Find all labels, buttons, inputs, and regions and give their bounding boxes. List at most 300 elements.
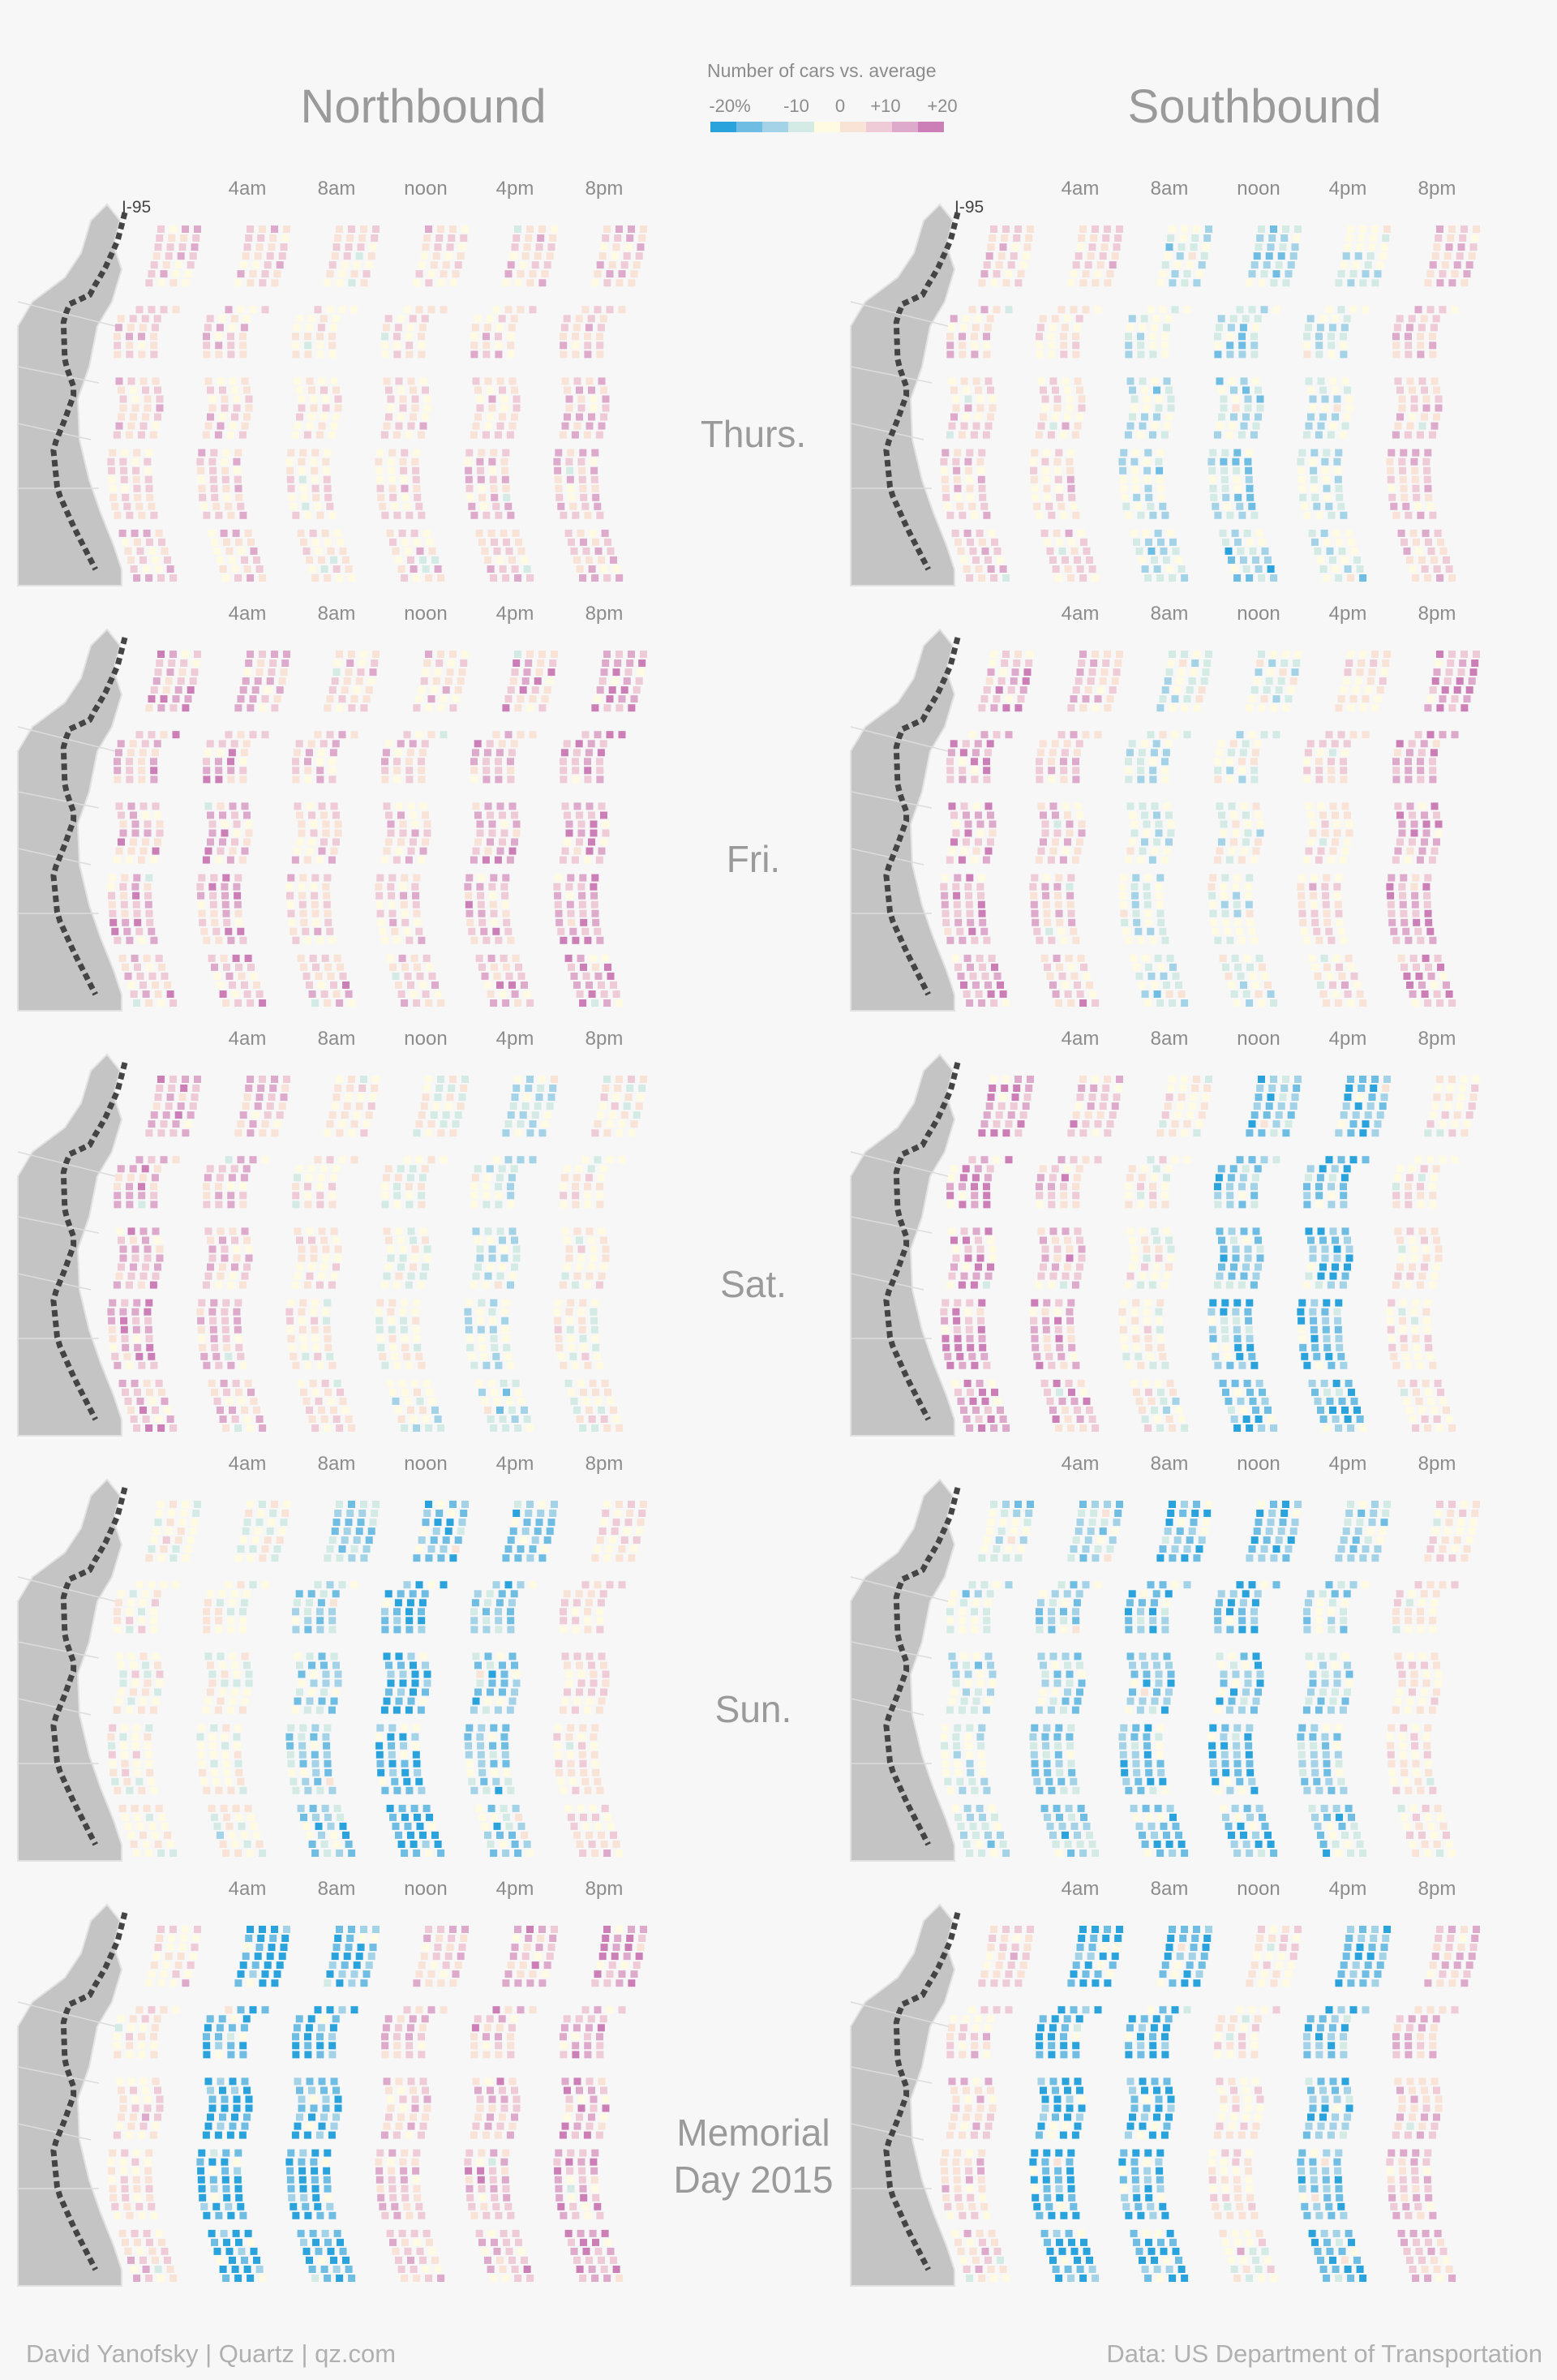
heat-cell: [128, 1273, 135, 1280]
heat-cell: [197, 467, 204, 475]
heat-cell: [354, 686, 361, 694]
heat-cell: [281, 659, 289, 667]
heat-cell: [340, 1398, 347, 1405]
heat-cell: [959, 767, 966, 774]
heat-cell: [120, 830, 127, 837]
heat-cell: [1193, 226, 1200, 233]
heat-cell: [1371, 704, 1379, 711]
heat-cell: [377, 494, 384, 501]
heat-cell: [1267, 243, 1275, 251]
heat-cell: [146, 1389, 153, 1396]
heat-cell: [1232, 955, 1239, 962]
heat-cell: [241, 1174, 248, 1181]
heat-cell: [1332, 740, 1339, 747]
heat-cell: [1031, 901, 1038, 909]
heat-cell: [351, 270, 358, 277]
heat-cell: [1329, 324, 1336, 331]
heat-cell: [292, 857, 299, 864]
heat-cell: [1092, 226, 1099, 233]
heat-cell: [259, 1129, 266, 1136]
heat-cell: [1367, 252, 1375, 260]
heat-cell: [229, 377, 237, 384]
heat-cell: [128, 848, 135, 855]
heat-cell: [981, 1120, 989, 1128]
heat-cell: [156, 234, 163, 242]
heat-cell: [243, 387, 251, 394]
heat-cell: [1164, 423, 1171, 430]
time-tick-label: 4am: [1061, 178, 1100, 200]
heat-cell: [975, 812, 982, 819]
heat-cell: [568, 919, 575, 926]
heat-cell: [150, 767, 157, 774]
heat-cell: [1238, 937, 1246, 944]
heat-cell: [638, 659, 646, 667]
heat-cell: [200, 1353, 208, 1360]
heat-cell: [602, 1085, 609, 1092]
heat-cell: [152, 423, 160, 430]
heat-cell: [383, 324, 390, 331]
heat-cell: [256, 565, 264, 573]
heat-cell: [437, 1076, 444, 1083]
heat-cell: [509, 377, 517, 384]
heat-cell: [607, 306, 614, 313]
heat-cell: [419, 1407, 427, 1414]
heat-cell: [984, 324, 992, 331]
heat-cell: [1161, 333, 1169, 340]
heat-cell: [484, 982, 491, 989]
heat-cell: [328, 432, 336, 439]
heat-cell: [255, 677, 262, 685]
heat-cell: [1417, 1183, 1424, 1190]
heat-cell: [1406, 324, 1413, 331]
heat-cell: [508, 261, 515, 269]
heat-cell: [1207, 458, 1215, 466]
heat-cell: [568, 494, 575, 501]
heat-cell: [120, 892, 127, 900]
heat-cell: [1315, 1398, 1322, 1405]
heat-cell: [500, 1308, 508, 1316]
heat-cell: [243, 1237, 251, 1244]
heat-cell: [982, 973, 989, 980]
heat-cell: [1043, 449, 1050, 457]
heat-cell: [1315, 973, 1322, 980]
heat-cell: [127, 556, 135, 564]
heat-cell: [1220, 396, 1228, 403]
heat-cell: [358, 234, 366, 242]
heat-cell: [959, 775, 966, 783]
heat-cell: [1280, 1093, 1287, 1101]
heat-cell: [229, 556, 236, 564]
heat-cell: [487, 1264, 494, 1271]
heat-cell: [1036, 342, 1043, 349]
heat-cell: [144, 530, 151, 537]
heat-cell: [478, 1326, 485, 1334]
heat-cell: [298, 1255, 306, 1262]
heat-cell: [123, 1353, 131, 1360]
heat-cell: [1328, 1192, 1335, 1199]
heat-cell: [119, 458, 127, 466]
heat-cell: [339, 306, 346, 313]
heat-cell: [549, 234, 556, 242]
heat-cell: [1290, 677, 1298, 685]
heat-cell: [580, 964, 587, 971]
heat-cell: [1133, 1389, 1140, 1396]
heat-cell: [1052, 315, 1059, 322]
heat-cell: [320, 414, 328, 421]
heat-cell: [211, 964, 218, 971]
heat-cell: [1074, 982, 1081, 989]
heat-cell: [396, 423, 403, 430]
heat-cell: [1242, 387, 1250, 394]
heat-cell: [148, 306, 156, 313]
heat-cell: [1109, 261, 1117, 269]
heat-cell: [1255, 414, 1262, 421]
heat-cell: [304, 1362, 311, 1369]
heat-cell: [628, 1129, 635, 1136]
heat-cell: [131, 955, 139, 962]
heat-cell: [385, 315, 392, 322]
heat-cell: [1410, 530, 1418, 537]
heat-cell: [234, 279, 242, 286]
heat-cell: [1092, 279, 1099, 286]
heat-cell: [210, 449, 217, 457]
heat-cell: [1433, 315, 1440, 322]
heat-cell: [989, 234, 996, 242]
heat-cell: [306, 1174, 313, 1181]
heat-cell: [1226, 1362, 1233, 1369]
heat-cell: [1399, 1317, 1406, 1325]
heat-cell: [1424, 1326, 1431, 1334]
heat-cell: [1256, 1085, 1263, 1092]
heat-cell: [157, 999, 165, 1007]
heat-cell: [431, 982, 439, 989]
heat-cell: [381, 432, 388, 439]
heat-cell: [1388, 494, 1396, 501]
heat-cell: [143, 990, 150, 998]
day-label-memorial-day: Memorial Day 2015: [673, 2111, 834, 2201]
heat-cell: [209, 1317, 217, 1325]
heat-cell: [537, 234, 544, 242]
heat-cell: [584, 1183, 591, 1190]
heat-cell: [326, 1353, 333, 1360]
heat-cell: [150, 758, 157, 765]
heat-cell: [1440, 548, 1448, 555]
heat-cell: [1297, 458, 1304, 466]
heat-cell: [316, 333, 324, 340]
heat-cell: [621, 686, 628, 694]
heat-cell: [400, 396, 407, 403]
heat-cell: [1085, 686, 1092, 694]
heat-cell: [1137, 342, 1144, 349]
heat-cell: [1276, 1111, 1283, 1119]
heat-cell: [474, 812, 482, 819]
heat-cell: [483, 775, 490, 783]
heat-cell: [315, 1398, 323, 1405]
heat-cell: [1208, 1317, 1216, 1325]
heat-cell: [227, 432, 234, 439]
heat-cell: [1323, 1326, 1330, 1334]
heat-cell: [1055, 1300, 1062, 1307]
heat-cell: [1357, 1093, 1364, 1101]
heat-cell: [1153, 740, 1160, 747]
heat-cell: [1435, 955, 1442, 962]
heat-cell: [1172, 695, 1179, 702]
heat-cell: [603, 1076, 611, 1083]
heat-cell: [299, 1300, 307, 1307]
heat-cell: [1409, 740, 1416, 747]
heat-cell: [583, 548, 590, 555]
heat-cell: [222, 574, 229, 582]
heat-cell: [941, 1326, 949, 1334]
heat-cell: [453, 1120, 460, 1128]
heat-cell: [1116, 1076, 1123, 1083]
heat-cell: [1072, 512, 1079, 519]
heat-cell: [1439, 1156, 1447, 1163]
heat-cell: [1164, 1227, 1171, 1235]
heat-cell: [953, 830, 960, 837]
heat-cell: [555, 919, 563, 926]
heat-cell: [279, 252, 286, 260]
heat-cell: [243, 315, 251, 322]
heat-cell: [1203, 243, 1210, 251]
heat-cell: [1130, 458, 1138, 466]
heat-cell: [1328, 937, 1335, 944]
heat-cell: [628, 651, 635, 658]
heat-cell: [1452, 1120, 1459, 1128]
heat-cell: [1162, 1111, 1169, 1119]
heat-cell: [304, 1201, 311, 1208]
heat-cell: [1249, 731, 1256, 738]
heat-cell: [1210, 910, 1217, 917]
heat-cell: [1433, 1264, 1440, 1271]
heat-cell: [269, 1085, 277, 1092]
heat-cell: [1425, 494, 1432, 501]
heat-cell: [1141, 1165, 1148, 1172]
heat-cell: [1276, 261, 1283, 269]
heat-cell: [638, 1085, 646, 1092]
heat-cell: [572, 758, 579, 765]
heat-cell: [237, 928, 244, 935]
heat-cell: [1056, 910, 1063, 917]
heat-cell: [1371, 226, 1379, 233]
heat-cell: [1214, 1201, 1221, 1208]
heat-cell: [1076, 812, 1083, 819]
heat-cell: [1220, 1380, 1227, 1387]
heat-cell: [393, 342, 401, 349]
heat-cell: [146, 919, 153, 926]
heat-cell: [1348, 964, 1355, 971]
heat-cell: [152, 848, 160, 855]
heat-cell: [1292, 243, 1299, 251]
heat-cell: [126, 333, 133, 340]
heat-cell: [971, 857, 978, 864]
heat-cell: [405, 350, 413, 358]
heat-cell: [507, 857, 514, 864]
heat-cell: [1433, 1165, 1440, 1172]
heat-cell: [156, 955, 163, 962]
heat-cell: [1340, 758, 1347, 765]
heat-cell: [1002, 1076, 1010, 1083]
heat-cell: [1448, 279, 1456, 286]
heat-cell: [1078, 234, 1085, 242]
heat-cell: [414, 1389, 421, 1396]
heat-cell: [560, 767, 567, 774]
heat-cell: [482, 973, 489, 980]
heat-cell: [416, 1156, 423, 1163]
heat-cell: [1137, 1362, 1144, 1369]
heat-cell: [568, 964, 575, 971]
heat-cell: [1008, 261, 1015, 269]
heat-cell: [440, 1120, 448, 1128]
heat-cell: [1165, 812, 1173, 819]
heat-cell: [1392, 342, 1400, 349]
heat-cell: [246, 1255, 253, 1262]
heat-cell: [470, 1362, 478, 1369]
heat-cell: [120, 1246, 127, 1253]
heat-cell: [1417, 857, 1424, 864]
heat-cell: [399, 530, 406, 537]
heat-cell: [413, 476, 420, 483]
heat-cell: [1263, 686, 1271, 694]
heat-cell: [423, 1085, 431, 1092]
heat-cell: [1186, 686, 1194, 694]
heat-cell: [148, 1156, 156, 1163]
heat-cell: [1078, 530, 1085, 537]
heat-cell: [1400, 494, 1408, 501]
heat-cell: [1149, 1362, 1156, 1369]
heat-cell: [360, 279, 367, 286]
heat-cell: [971, 432, 978, 439]
heat-cell: [1406, 1407, 1413, 1414]
heat-cell: [1053, 883, 1061, 891]
heat-cell: [411, 955, 418, 962]
heat-cell: [337, 539, 344, 546]
heat-cell: [405, 1192, 413, 1199]
heat-cell: [491, 1344, 498, 1351]
heat-cell: [414, 964, 421, 971]
heat-cell: [1155, 1308, 1162, 1316]
heat-cell: [1233, 1255, 1240, 1262]
heat-cell: [1064, 1165, 1071, 1172]
heat-cell: [1388, 1326, 1395, 1334]
heat-cell: [1282, 704, 1289, 711]
heat-cell: [601, 1093, 608, 1101]
heat-cell: [397, 740, 405, 747]
heat-cell: [996, 261, 1003, 269]
heat-cell: [1073, 1111, 1080, 1119]
heat-cell: [1323, 999, 1330, 1007]
heat-cell: [522, 677, 530, 685]
heat-cell: [1341, 749, 1349, 756]
heat-cell: [335, 396, 342, 403]
heat-cell: [1141, 1264, 1148, 1271]
heat-cell: [524, 1416, 531, 1423]
heat-cell: [1342, 1273, 1349, 1280]
heat-cell: [1041, 458, 1049, 466]
heat-cell: [560, 1362, 567, 1369]
heat-cell: [985, 1273, 993, 1280]
heat-cell: [211, 910, 218, 917]
heat-cell: [1129, 740, 1136, 747]
heat-cell: [335, 1255, 342, 1262]
heat-cell: [1234, 485, 1242, 492]
heat-cell: [1278, 1102, 1285, 1110]
heat-cell: [1334, 1255, 1341, 1262]
heat-cell: [560, 857, 567, 864]
heat-cell: [381, 775, 388, 783]
heat-cell: [142, 839, 149, 846]
heat-cell: [330, 982, 337, 989]
heat-cell: [234, 830, 241, 837]
heat-cell: [389, 910, 397, 917]
heat-cell: [1008, 1111, 1015, 1119]
heat-cell: [217, 556, 224, 564]
heat-cell: [1341, 1174, 1349, 1181]
heat-cell: [588, 315, 595, 322]
heat-cell: [407, 1174, 414, 1181]
heat-cell: [245, 530, 252, 537]
heat-cell: [1400, 1326, 1407, 1334]
heat-cell: [959, 1201, 966, 1208]
heat-cell: [1229, 377, 1236, 384]
heat-cell: [229, 1227, 237, 1235]
heat-cell: [993, 270, 1001, 277]
heat-cell: [1245, 467, 1252, 475]
heat-cell: [135, 503, 143, 510]
heat-cell: [1436, 999, 1443, 1007]
heat-cell: [1298, 892, 1305, 900]
heat-cell: [562, 1273, 569, 1280]
heat-cell: [1303, 333, 1310, 340]
heat-cell: [126, 350, 133, 358]
heat-cell: [591, 999, 598, 1007]
heat-cell: [979, 1344, 986, 1351]
heat-cell: [1055, 874, 1062, 882]
heat-cell: [425, 226, 432, 233]
heat-cell: [1222, 494, 1229, 501]
heat-cell: [387, 458, 394, 466]
heat-cell: [1172, 731, 1179, 738]
heat-cell: [165, 252, 173, 260]
heat-cell: [1144, 449, 1152, 457]
heat-cell: [161, 731, 168, 738]
heat-cell: [391, 503, 398, 510]
heat-cell: [1210, 919, 1217, 926]
heat-cell: [1417, 350, 1424, 358]
heat-cell: [144, 883, 151, 891]
heat-cell: [1258, 574, 1265, 582]
heat-cell: [428, 270, 435, 277]
heat-cell: [1424, 449, 1431, 457]
heat-cell: [1255, 1093, 1263, 1101]
heat-cell: [1072, 333, 1079, 340]
heat-cell: [1246, 485, 1254, 492]
heat-cell: [333, 1093, 341, 1101]
heat-cell: [1044, 1389, 1051, 1396]
heat-cell: [499, 1237, 506, 1244]
heat-cell: [1346, 405, 1353, 412]
heat-cell: [1257, 396, 1264, 403]
heat-cell: [1387, 467, 1394, 475]
heat-cell: [1433, 839, 1440, 846]
heat-cell: [1336, 1389, 1343, 1396]
heat-cell: [422, 740, 429, 747]
heat-cell: [1411, 1317, 1418, 1325]
heat-cell: [173, 306, 180, 313]
heat-cell: [136, 731, 144, 738]
heat-cell: [568, 539, 575, 546]
heat-cell: [221, 892, 229, 900]
